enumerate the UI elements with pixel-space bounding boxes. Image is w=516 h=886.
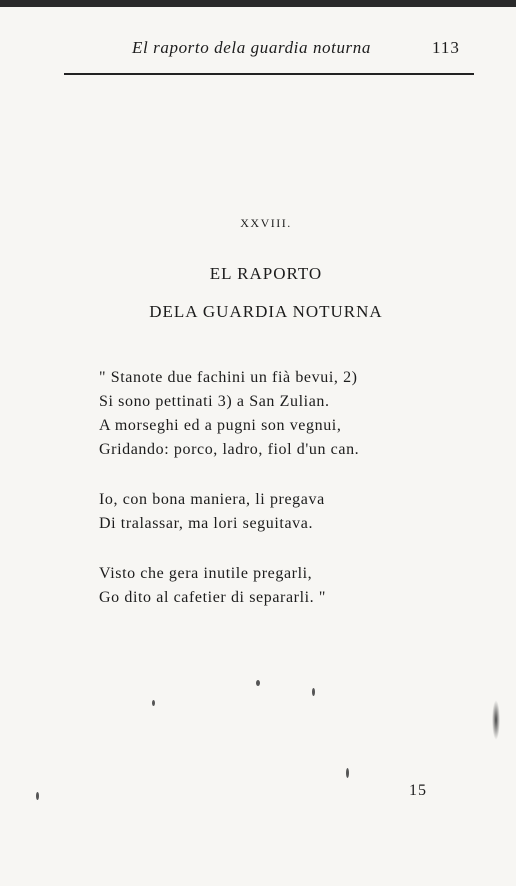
ink-speck xyxy=(346,768,349,778)
running-head xyxy=(0,38,516,66)
verse-line: Io, con bona maniera, li pregava xyxy=(99,491,325,508)
poem xyxy=(99,366,429,636)
verse-line: Si sono pettinati 3) a San Zulian. xyxy=(99,393,330,410)
stanza xyxy=(99,562,429,610)
ink-speck xyxy=(256,680,260,686)
page-top-edge xyxy=(0,0,516,7)
verse-line: Visto che gera inutile pregarli, xyxy=(99,565,313,582)
chapter-title-line-1: EL RAPORTO xyxy=(209,264,323,283)
verse-line: " Stanote due fachini un fià bevui, 2) xyxy=(99,369,358,386)
verse-line: Gridando: porco, ladro, fiol d'un can. xyxy=(99,441,360,458)
page-edge-shadow xyxy=(492,700,500,740)
chapter-title-line-2: DELA GUARDIA NOTURNA xyxy=(149,302,383,321)
verse-line: Go dito al cafetier di separarli. " xyxy=(99,589,326,606)
signature-mark: 15 xyxy=(409,782,427,799)
chapter-number: XXVIII. xyxy=(240,216,292,230)
header-rule xyxy=(64,73,474,75)
ink-speck xyxy=(152,700,155,706)
stanza xyxy=(99,488,429,536)
verse-line: Di tralassar, ma lori seguitava. xyxy=(99,515,314,532)
ink-speck xyxy=(36,792,39,800)
verse-line: A morseghi ed a pugni son vegnui, xyxy=(99,417,342,434)
running-title: El raporto dela guardia noturna xyxy=(132,38,371,57)
ink-speck xyxy=(312,688,315,696)
stanza xyxy=(99,366,429,462)
page-number: 113 xyxy=(432,38,460,57)
